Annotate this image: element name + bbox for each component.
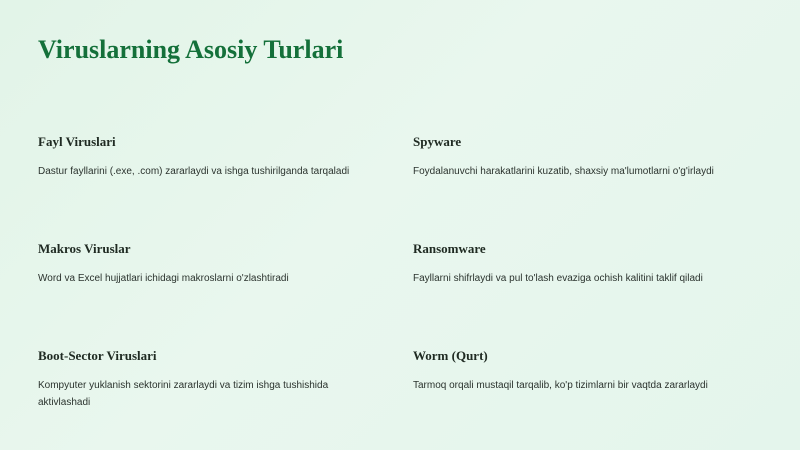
item-heading: Fayl Viruslari xyxy=(38,134,116,149)
item-heading: Ransomware xyxy=(413,241,486,256)
item-heading: Spyware xyxy=(413,134,462,149)
virus-type-boot-sector xyxy=(38,347,383,411)
virus-type-worm xyxy=(413,347,758,394)
slide-title: Viruslarning Asosiy Turlari xyxy=(38,35,344,64)
item-description: Fayllarni shifrlaydi va pul to'lash evaziga ochish kalitini taklif qiladi xyxy=(413,273,703,284)
item-description: Dastur fayllarini (.exe, .com) zararlaydi va ishga tushirilganda tarqaladi xyxy=(38,166,350,177)
virus-type-macro xyxy=(38,240,383,287)
item-description: Foydalanuvchi harakatlarini kuzatib, shaxsiy ma'lumotlarni o'g'irlaydi xyxy=(413,166,714,177)
item-description: Kompyuter yuklanish sektorini zararlaydi va tizim ishga tushishida aktivlashadi xyxy=(38,380,329,408)
item-heading: Boot-Sector Viruslari xyxy=(38,348,157,363)
item-heading: Makros Viruslar xyxy=(38,241,131,256)
virus-type-spyware xyxy=(413,133,758,180)
item-description: Word va Excel hujjatlari ichidagi makroslarni o'zlashtiradi xyxy=(38,273,289,284)
virus-type-file xyxy=(38,133,383,180)
item-heading: Worm (Qurt) xyxy=(413,348,488,363)
virus-type-ransomware xyxy=(413,240,758,287)
item-description: Tarmoq orqali mustaqil tarqalib, ko'p tizimlarni bir vaqtda zararlaydi xyxy=(413,380,708,391)
